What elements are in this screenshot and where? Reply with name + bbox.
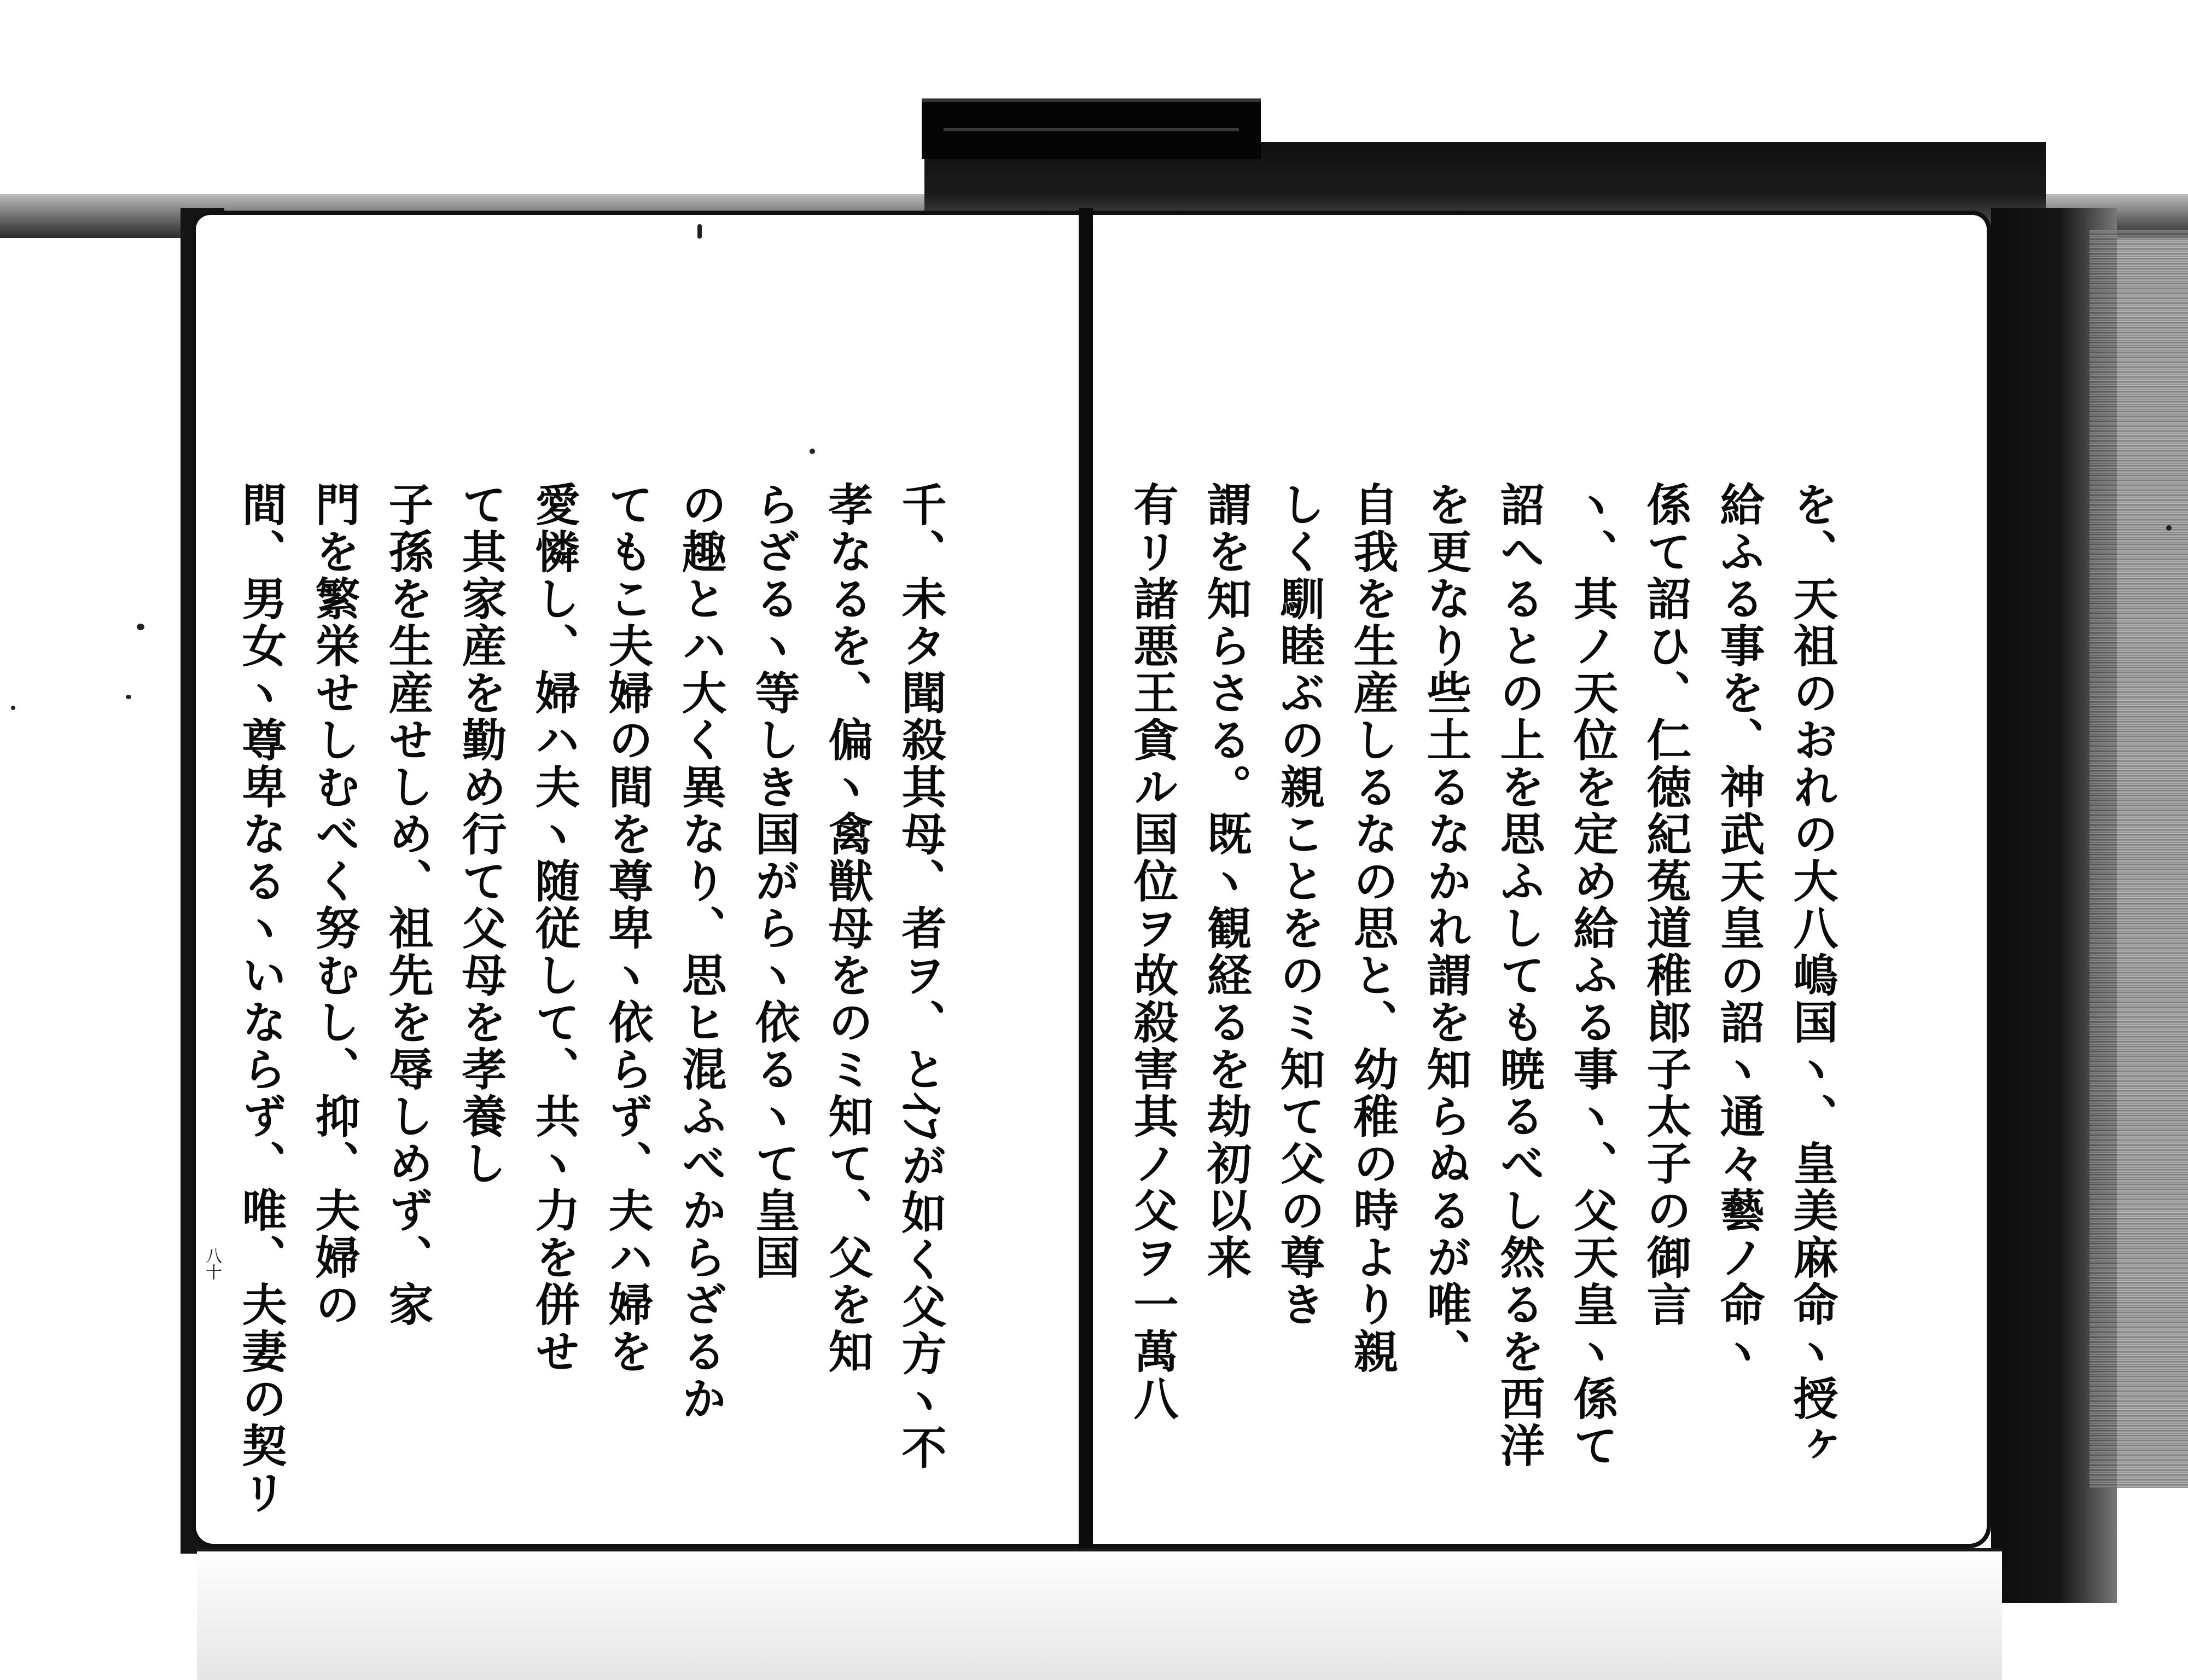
bottom-edge-line — [197, 1548, 2002, 1551]
text-column: て其家産を勤め行て父母を孝養し — [455, 481, 507, 1187]
text-column: 門を繁栄せしむべく努むし、抑、夫婦の — [308, 481, 360, 1328]
text-column: 有リ諸悪王貪ル国位ヲ故殺害其ノ父ヲ一萬八 — [1126, 481, 1179, 1422]
text-column: を、天祖のおれの大八嶋国ヽ、皇美麻命ヽ授ヶ — [1786, 481, 1838, 1469]
speck — [697, 224, 702, 239]
speck — [126, 695, 131, 699]
text-column: 詔へるとの上を思ふしても暁るべし然るを西洋 — [1493, 481, 1545, 1469]
text-column: 愛憐し、婦ハ夫ヽ随従して、共ヽ力を併せ — [528, 481, 580, 1375]
text-column: 千、未タ聞殺其母、者ヲ、とｲﾌが如く父方ヽ不 — [894, 481, 947, 1472]
spine-label-tab — [922, 98, 1261, 159]
text-column: の趣とハ大く異なり、思ヒ混ふべからざるか — [674, 481, 727, 1422]
text-column: 子孫を生産せしめ、祖先を辱しめず、家 — [381, 481, 434, 1328]
book-gutter — [1079, 208, 1093, 1608]
bottom-page-edge — [197, 1548, 2002, 1680]
text-column: 孝なるを、偏ヽ禽獣母をのミ知て、父を知 — [821, 481, 874, 1375]
page-number: 八十 — [202, 1247, 222, 1280]
text-column: 間、男女ヽ尊卑なるヽいならず、唯、夫妻の契リ — [235, 481, 287, 1516]
right-edge-noise — [2090, 230, 2188, 1488]
text-column: てもこ夫婦の間を尊卑ヽ依らず、夫ハ婦を — [601, 481, 654, 1375]
text-column: 給ふる事を、神武天皇の詔ヽ通々藝ノ命ヽ — [1713, 481, 1765, 1375]
label-rule — [944, 128, 1239, 131]
text-column: らざるヽ等しき国がらヽ依るヽて皇国 — [748, 481, 800, 1281]
text-column: を更なり些土るなかれ謂を知らぬるが唯、 — [1419, 481, 1472, 1375]
text-column: 謂を知らさる。既ヽ観経るを劫初以来 — [1200, 481, 1252, 1281]
speck — [810, 449, 815, 454]
speck — [11, 706, 15, 710]
right-page-text — [1126, 481, 1838, 1469]
text-column: 係て詔ひ、仁徳紀菟道稚郎子太子の御言 — [1639, 481, 1692, 1328]
text-column: しく馴睦ぶの親ことをのミ知て父の尊き — [1273, 481, 1325, 1328]
speck — [137, 624, 144, 630]
left-page-text — [235, 481, 947, 1516]
text-column: ヽ、其ノ天位を定め給ふる事ヽ、父天皇ヽ係て — [1566, 481, 1619, 1469]
text-column: 自我を生産しるなの思と、幼稚の時より親 — [1346, 481, 1399, 1375]
speck — [2166, 525, 2172, 531]
